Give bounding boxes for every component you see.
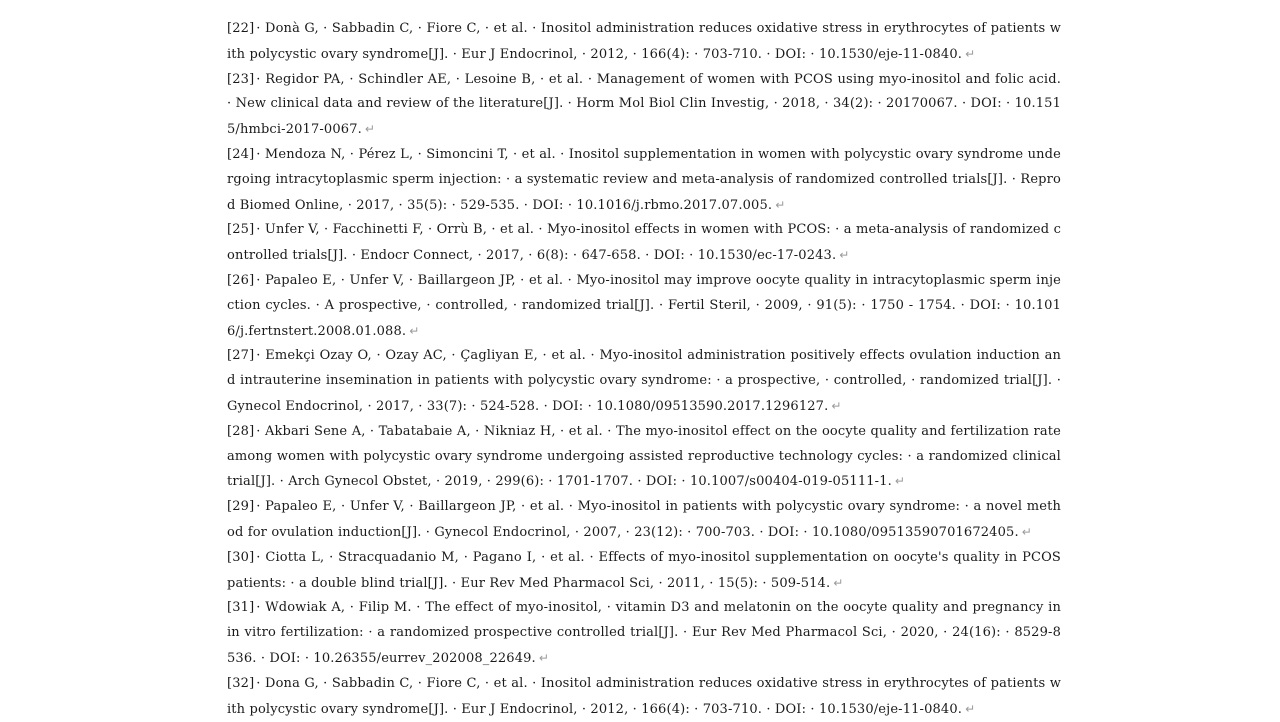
paragraph-mark-icon: ↵ (839, 248, 850, 263)
reference-number: [23] (227, 71, 255, 87)
reference-text: · Dona G, · Sabbadin C, · Fiore C, · et al. · Inositol administration reduces oxidative stress in erythrocytes of patients with polycystic ovary syndrome[J]. · Eur J Endocrinol, · 2012, · 166(4): · 703-710. · DOI: · 10.1530/eje-11-0840. (227, 675, 1061, 717)
reference-30[interactable] (227, 546, 1061, 597)
reference-text: · Papaleo E, · Unfer V, · Baillargeon JP, · et al. · Myo-inositol may improve oocyte quality in intracytoplasmic sperm injection cycles. · A prospective, · controlled, · randomized trial[J]. · Fertil Steril, · 2009, · 91(5): · 1750 - 1754. · DOI: · 10.1016/j.fertnstert.2008.01.088. (227, 272, 1061, 339)
reference-number: [26] (227, 272, 255, 288)
reference-31[interactable] (227, 596, 1061, 671)
reference-number: [32] (227, 675, 255, 691)
reference-text: · Mendoza N, · Pérez L, · Simoncini T, · et al. · Inositol supplementation in women with polycystic ovary syndrome undergoing intracytoplasmic sperm injection: · a systematic review and meta-analysis of randomized controlled trials[J]. · Reprod Biomed Online, · 2017, · 35(5): · 529-535. · DOI: · 10.1016/j.rbmo.2017.07.005. (227, 146, 1061, 213)
reference-22[interactable] (227, 17, 1061, 68)
reference-text: · Akbari Sene A, · Tabatabaie A, · Nikniaz H, · et al. · The myo-inositol effect on the oocyte quality and fertilization rate among women with polycystic ovary syndrome undergoing assisted reproductive technology cycles: · a randomized clinical trial[J]. · Arch Gynecol Obstet, · 2019, · 299(6): · 1701-1707. · DOI: · 10.1007/s00404-019-05111-1. (227, 423, 1061, 490)
document-page[interactable] (227, 17, 1061, 722)
reference-number: [24] (227, 146, 255, 162)
reference-text: · Ciotta L, · Stracquadanio M, · Pagano I, · et al. · Effects of myo-inositol supplementation on oocyte's quality in PCOS patients: · a double blind trial[J]. · Eur Rev Med Pharmacol Sci, · 2011, · 15(5): · 509-514. (227, 549, 1061, 591)
reference-25[interactable] (227, 218, 1061, 269)
reference-26[interactable] (227, 269, 1061, 344)
reference-number: [25] (227, 222, 255, 238)
paragraph-mark-icon: ↵ (1021, 524, 1032, 539)
reference-number: [28] (227, 423, 255, 439)
reference-text: · Regidor PA, · Schindler AE, · Lesoine B, · et al. · Management of women with PCOS using myo-inositol and folic acid. · New clinical data and review of the literature[J]. · Horm Mol Biol Clin Investig, · 2018, · 34(2): · 20170067. · DOI: · 10.1515/hmbci-2017-0067. (227, 71, 1061, 138)
reference-number: [29] (227, 499, 255, 515)
reference-text: · Emekçi Ozay O, · Ozay AC, · Çagliyan E, · et al. · Myo-inositol administration positively effects ovulation induction and intrauterine insemination in patients with polycystic ovary syndrome: · a prospective, · controlled, · randomized trial[J]. · Gynecol Endocrinol, · 2017, · 33(7): · 524-528. · DOI: · 10.1080/09513590.2017.1296127. (227, 348, 1061, 414)
paragraph-mark-icon: ↵ (364, 122, 376, 137)
reference-24[interactable] (227, 143, 1061, 218)
paragraph-mark-icon: ↵ (894, 474, 906, 489)
reference-28[interactable] (227, 420, 1061, 495)
paragraph-mark-icon: ↵ (831, 398, 842, 413)
reference-29[interactable] (227, 495, 1061, 546)
reference-23[interactable] (227, 68, 1061, 143)
paragraph-mark-icon: ↵ (775, 197, 786, 212)
paragraph-mark-icon: ↵ (965, 46, 976, 61)
reference-27[interactable] (227, 344, 1061, 419)
reference-number: [31] (227, 600, 255, 616)
reference-text: · Donà G, · Sabbadin C, · Fiore C, · et al. · Inositol administration reduces oxidative stress in erythrocytes of patients with polycystic ovary syndrome[J]. · Eur J Endocrinol, · 2012, · 166(4): · 703-710. · DOI: · 10.1530/eje-11-0840. (227, 21, 1061, 62)
paragraph-mark-icon: ↵ (965, 701, 976, 716)
paragraph-mark-icon: ↵ (833, 575, 844, 590)
reference-text: · Papaleo E, · Unfer V, · Baillargeon JP, · et al. · Myo-inositol in patients with polycystic ovary syndrome: · a novel method for ovulation induction[J]. · Gynecol Endocrinol, · 2007, · 23(12): · 700-703. · DOI: · 10.1080/09513590701672405. (227, 499, 1061, 540)
reference-number: [27] (227, 348, 255, 364)
reference-text: · Wdowiak A, · Filip M. · The effect of myo-inositol, · vitamin D3 and melatonin on the oocyte quality and pregnancy in in vitro fertilization: · a randomized prospective controlled trial[J]. · Eur Rev Med Pharmacol Sci, · 2020, · 24(16): · 8529-8536. · DOI: · 10.26355/eurrev_202008_22649. (227, 600, 1061, 666)
reference-number: [22] (227, 21, 255, 36)
reference-number: [30] (227, 549, 255, 565)
reference-text: · Unfer V, · Facchinetti F, · Orrù B, · et al. · Myo-inositol effects in women with PCOS: · a meta-analysis of randomized controlled trials[J]. · Endocr Connect, · 2017, · 6(8): · 647-658. · DOI: · 10.1530/ec-17-0243. (227, 222, 1061, 264)
paragraph-mark-icon: ↵ (409, 323, 420, 338)
paragraph-mark-icon: ↵ (538, 650, 550, 665)
reference-32[interactable] (227, 672, 1061, 722)
